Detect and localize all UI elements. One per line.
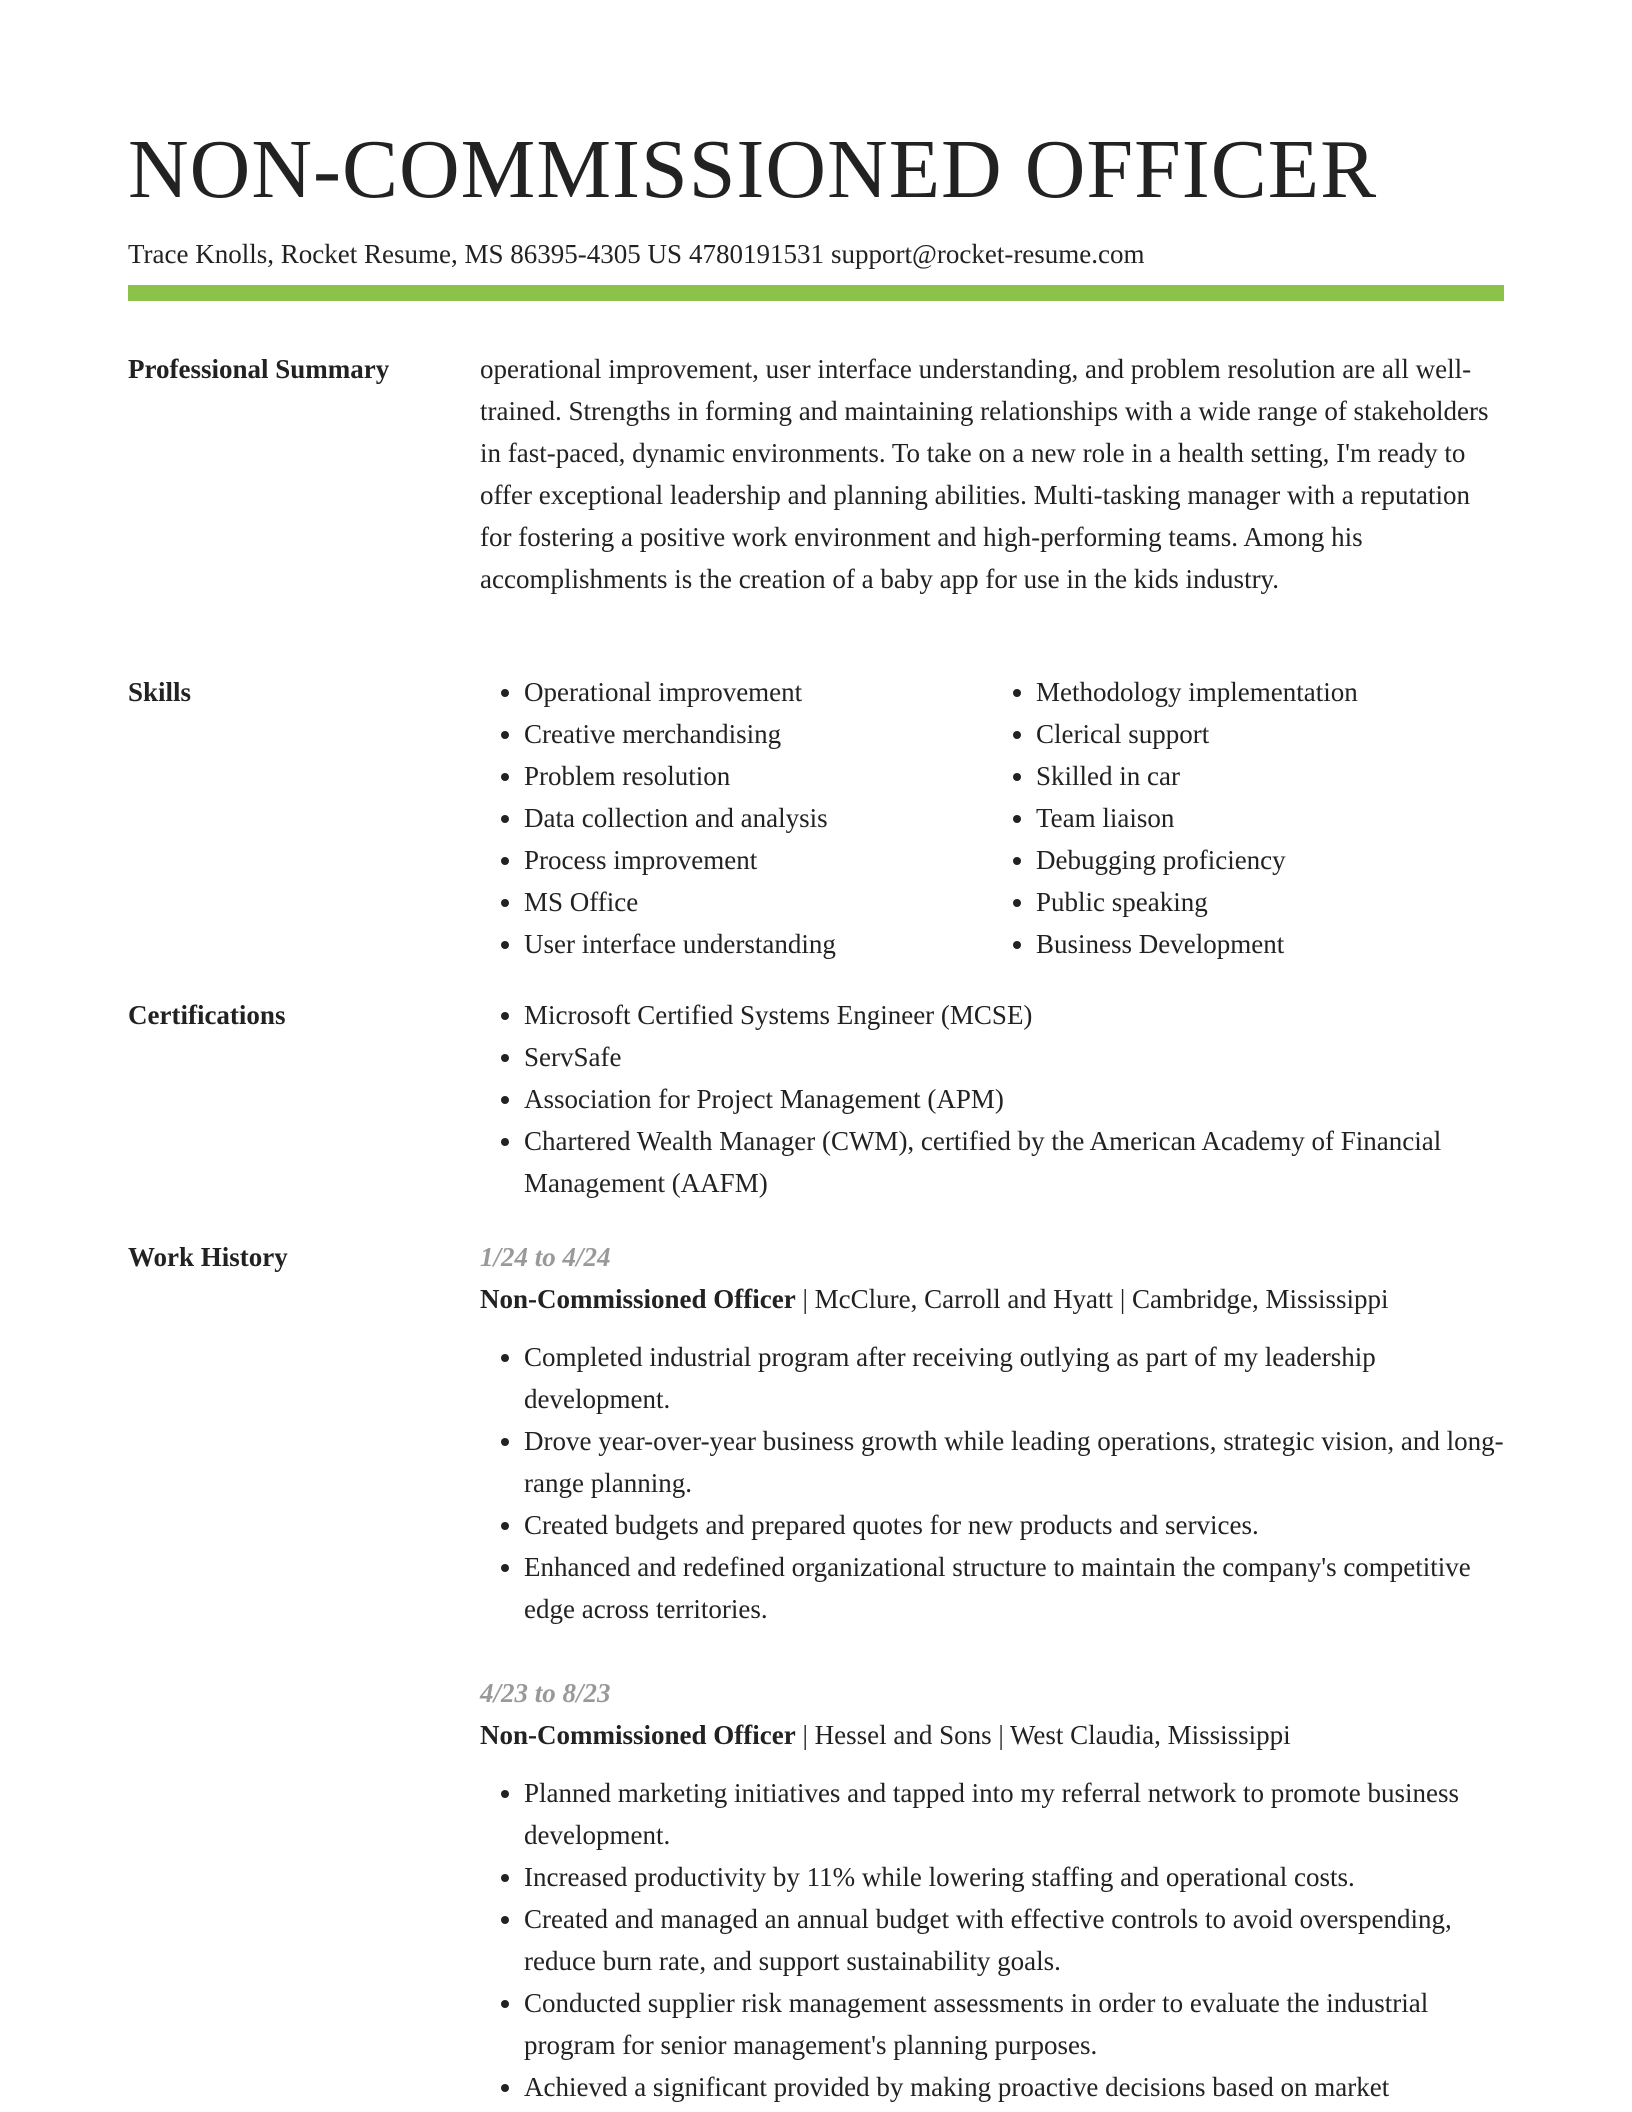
skill-item: • Skilled in car	[1036, 755, 1504, 797]
separator: |	[795, 1720, 815, 1750]
skill-item: • Creative merchandising	[524, 713, 992, 755]
summary-body	[480, 348, 1504, 600]
skill-item: • Business Development	[1036, 923, 1504, 965]
summary-text: operational improvement, user interface understanding, and problem resolution are all well-trained. Strengths in forming and maintaining relationships with a wide range of stakeholders in fast-paced, dynamic environments. To take on a new role in a health setting, I'm ready to offer exceptional leadership and planning abilities. Multi-tasking manager with a reputation for fostering a positive work environment and high-performing teams. Among his accomplishments is the creation of a baby app for use in the kids industry.	[480, 354, 1489, 594]
work-history-body	[480, 1236, 1504, 2108]
job-bullet: • Conducted supplier risk management assessments in order to evaluate the industrial program for senior management's planning purposes.	[524, 1982, 1504, 2066]
job-title: Non-Commissioned Officer	[480, 1284, 796, 1314]
skill-item: • Methodology implementation	[1036, 671, 1504, 713]
separator: |	[795, 1284, 815, 1314]
skills-list-right	[992, 671, 1504, 965]
job-entry	[480, 1672, 1504, 2108]
skill-item: • Problem resolution	[524, 755, 992, 797]
skill-item: • Public speaking	[1036, 881, 1504, 923]
skills-list-left	[480, 671, 992, 965]
section-heading-work-history: Work History	[128, 1242, 288, 1272]
page-title: NON-COMMISSIONED OFFICER	[128, 123, 1378, 216]
job-dates: 1/24 to 4/24	[480, 1242, 611, 1272]
skill-item: • Operational improvement	[524, 671, 992, 713]
job-dates: 4/23 to 8/23	[480, 1678, 611, 1708]
skills-body	[480, 671, 1504, 965]
job-title: Non-Commissioned Officer	[480, 1720, 796, 1750]
job-bullet: • Increased productivity by 11% while lowering staffing and operational costs.	[524, 1856, 1504, 1898]
job-location: West Claudia, Mississippi	[1010, 1720, 1291, 1750]
job-bullet: • Created and managed an annual budget with effective controls to avoid overspending, reduce burn rate, and support sustainability goals.	[524, 1898, 1504, 1982]
header-divider	[128, 285, 1504, 301]
job-entry	[480, 1236, 1504, 1630]
summary-section	[128, 348, 1504, 600]
separator: |	[1113, 1284, 1132, 1314]
certification-item: • ServSafe	[524, 1036, 1504, 1078]
certifications-list	[480, 994, 1504, 1204]
skill-item: • MS Office	[524, 881, 992, 923]
skill-item: • Debugging proficiency	[1036, 839, 1504, 881]
certification-item: • Microsoft Certified Systems Engineer (MCSE)	[524, 994, 1504, 1036]
contact-address: Trace Knolls, Rocket Resume, MS 86395-4305 US	[128, 239, 682, 269]
job-employer: Hessel and Sons	[814, 1720, 992, 1750]
certification-item: • Chartered Wealth Manager (CWM), certified by the American Academy of Financial Management (AAFM)	[524, 1120, 1504, 1204]
skill-item: • Data collection and analysis	[524, 797, 992, 839]
separator: |	[991, 1720, 1011, 1750]
job-employer: McClure, Carroll and Hyatt	[814, 1284, 1114, 1314]
job-bullet: • Achieved a significant provided by making proactive decisions based on market	[524, 2066, 1504, 2108]
section-heading-skills: Skills	[128, 677, 192, 707]
section-heading-summary: Professional Summary	[128, 354, 390, 384]
section-heading-certifications: Certifications	[128, 1000, 286, 1030]
job-bullets	[480, 1772, 1504, 2108]
resume-header	[128, 120, 1504, 272]
skill-item: • Team liaison	[1036, 797, 1504, 839]
skill-item: • Clerical support	[1036, 713, 1504, 755]
job-heading	[480, 1714, 1504, 1756]
certifications-section	[128, 994, 1504, 1204]
skills-section	[128, 671, 1504, 965]
job-location: Cambridge, Mississippi	[1131, 1284, 1389, 1314]
certification-item: • Association for Project Management (APM)	[524, 1078, 1504, 1120]
skill-item: • Process improvement	[524, 839, 992, 881]
skill-item: • User interface understanding	[524, 923, 992, 965]
contact-phone: 4780191531	[689, 239, 824, 269]
job-bullet: • Completed industrial program after receiving outlying as part of my leadership development.	[524, 1336, 1504, 1420]
job-bullet: • Drove year-over-year business growth while leading operations, strategic vision, and long-range planning.	[524, 1420, 1504, 1504]
job-bullet: • Enhanced and redefined organizational structure to maintain the company's competitive edge across territories.	[524, 1546, 1504, 1630]
job-bullets	[480, 1336, 1504, 1630]
contact-line	[128, 236, 1504, 272]
job-bullet: • Created budgets and prepared quotes for new products and services.	[524, 1504, 1504, 1546]
certifications-body	[480, 994, 1504, 1204]
job-heading	[480, 1278, 1504, 1320]
contact-email[interactable]: support@rocket-resume.com	[831, 239, 1145, 269]
job-bullet: • Planned marketing initiatives and tapped into my referral network to promote business development.	[524, 1772, 1504, 1856]
work-history-section	[128, 1236, 1504, 2108]
